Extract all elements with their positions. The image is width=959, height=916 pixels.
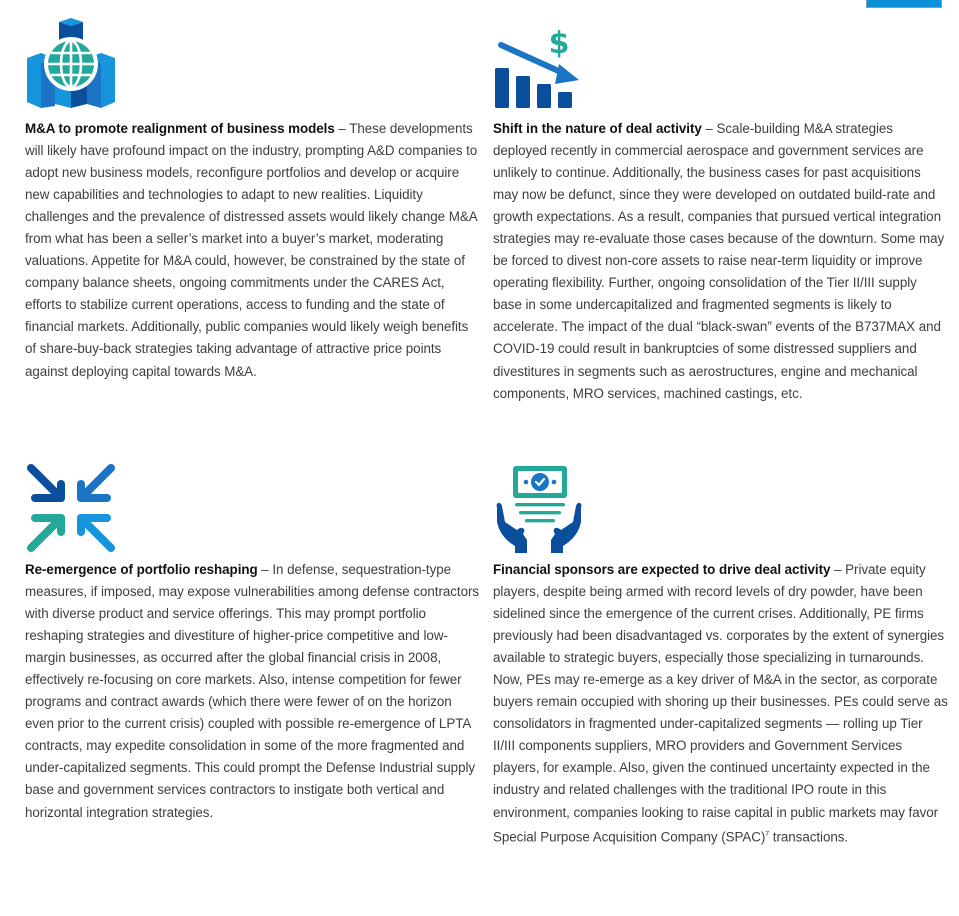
section-body: In defense, sequestration-type measures, if imposed, may expose vulnerabilities among defense contractors with diverse product and service offerings. This may prompt portfolio reshaping strategies and divestiture of higher-price competitive and low-margin businesses, as occurred after the global financial crisis in 2008, effectively re-focusing on core markets. Also, intense competition for fewer programs and contract awards (which there were fewer of on the horizon even prior to the current crisis) coupled with possible re-emergence of LPTA contracts, may expedite consolidation in some of the more fragmented and under-capitalized segments. This could prompt the Defense Industrial supply base and government services contractors to instigate both vertical and horizontal integration strategies.: [25, 562, 480, 820]
footnote-marker[interactable]: 7: [765, 830, 770, 838]
converging-arrows-icon: [25, 462, 117, 554]
section-paragraph: [493, 559, 948, 848]
section-heading: Re-emergence of portfolio reshaping: [25, 562, 258, 577]
corner-tab: [866, 0, 942, 8]
svg-text:$: $: [548, 26, 570, 61]
section-heading: M&A to promote realignment of business models: [25, 121, 335, 136]
section-paragraph: [25, 559, 480, 824]
section-shift-deal-activity: [493, 18, 948, 405]
heading-separator: –: [334, 121, 350, 136]
section-body: Scale-building M&A strategies deployed recently in commercial aerospace and government services are unlikely to continue. Additionally, the business cases for past acquisitions may now be defunct, since they were developed on outdated build-rate and growth expectations. As a result, companies that pursued vertical integration strategies may re-evaluate those cases because of the downturn. Some may be forced to divest non-core assets to raise near-term liquidity or improve operating flexibility. Further, ongoing consolidation of the Tier II/III supply base in some undercapitalized and fragmented segments is likely to accelerate. The impact of the dual “black-swan” events of the B737MAX and COVID-19 could result in bankruptcies of some distressed suppliers and divestitures in segments such as aerostructures, engine and mechanical components, MRO services, machined castings, etc.: [493, 121, 945, 401]
declining-chart-dollar-icon: [493, 18, 585, 110]
section-paragraph: [493, 118, 948, 405]
section-paragraph: [25, 118, 480, 383]
section-body: These developments will likely have profound impact on the industry, prompting A&D companies to adopt new business models, reconfigure portfolios and develop or acquire new capabilities and technologies to adapt to new realities. Liquidity challenges and the prevalence of distressed assets would likely change M&A from what has been a seller’s market into a buyer’s market, moderating valuations. Appetite for M&A could, however, be constrained by the state of company balance sheets, ongoing commitments under the CARES Act, efforts to stabilize current operations, access to funding and the state of financial markets. Additionally, public companies would likely weigh benefits of share-buy-back strategies taking advantage of attractive price points against deploying capital towards M&A.: [25, 121, 478, 379]
section-heading: Shift in the nature of deal activity: [493, 121, 702, 136]
section-financial-sponsors: [493, 462, 948, 848]
section-portfolio-reshaping: [25, 462, 480, 824]
hands-holding-money-icon: [493, 462, 585, 554]
heading-separator: –: [701, 121, 717, 136]
globe-cubes-icon: [25, 18, 117, 110]
heading-separator: –: [257, 562, 273, 577]
section-heading: Financial sponsors are expected to drive deal activity: [493, 562, 831, 577]
heading-separator: –: [830, 562, 846, 577]
section-body: Private equity players, despite being armed with record levels of dry powder, have been sidelined since the emergence of the current crises. Additionally, PE firms previously had been disadvantaged vs. corporates by the extent of synergies available to strategic buyers, especially those specializing in turnarounds. Now, PEs may re-emerge as a key driver of M&A in the sector, as corporate buyers remain occupied with shoring up their businesses. PEs could serve as consolidators in fragmented under-capitalized segments — rolling up Tier II/III components suppliers, MRO providers and Government Services players, for example. Also, given the continued uncertainty expected in the industry and related challenges with the traditional IPO route in this environment, companies looking to raise capital in public markets may favor Special Purpose Acquisition Company (SPAC): [493, 562, 948, 845]
section-realignment-business-models: [25, 18, 480, 383]
section-body-tail: transactions.: [769, 829, 849, 845]
